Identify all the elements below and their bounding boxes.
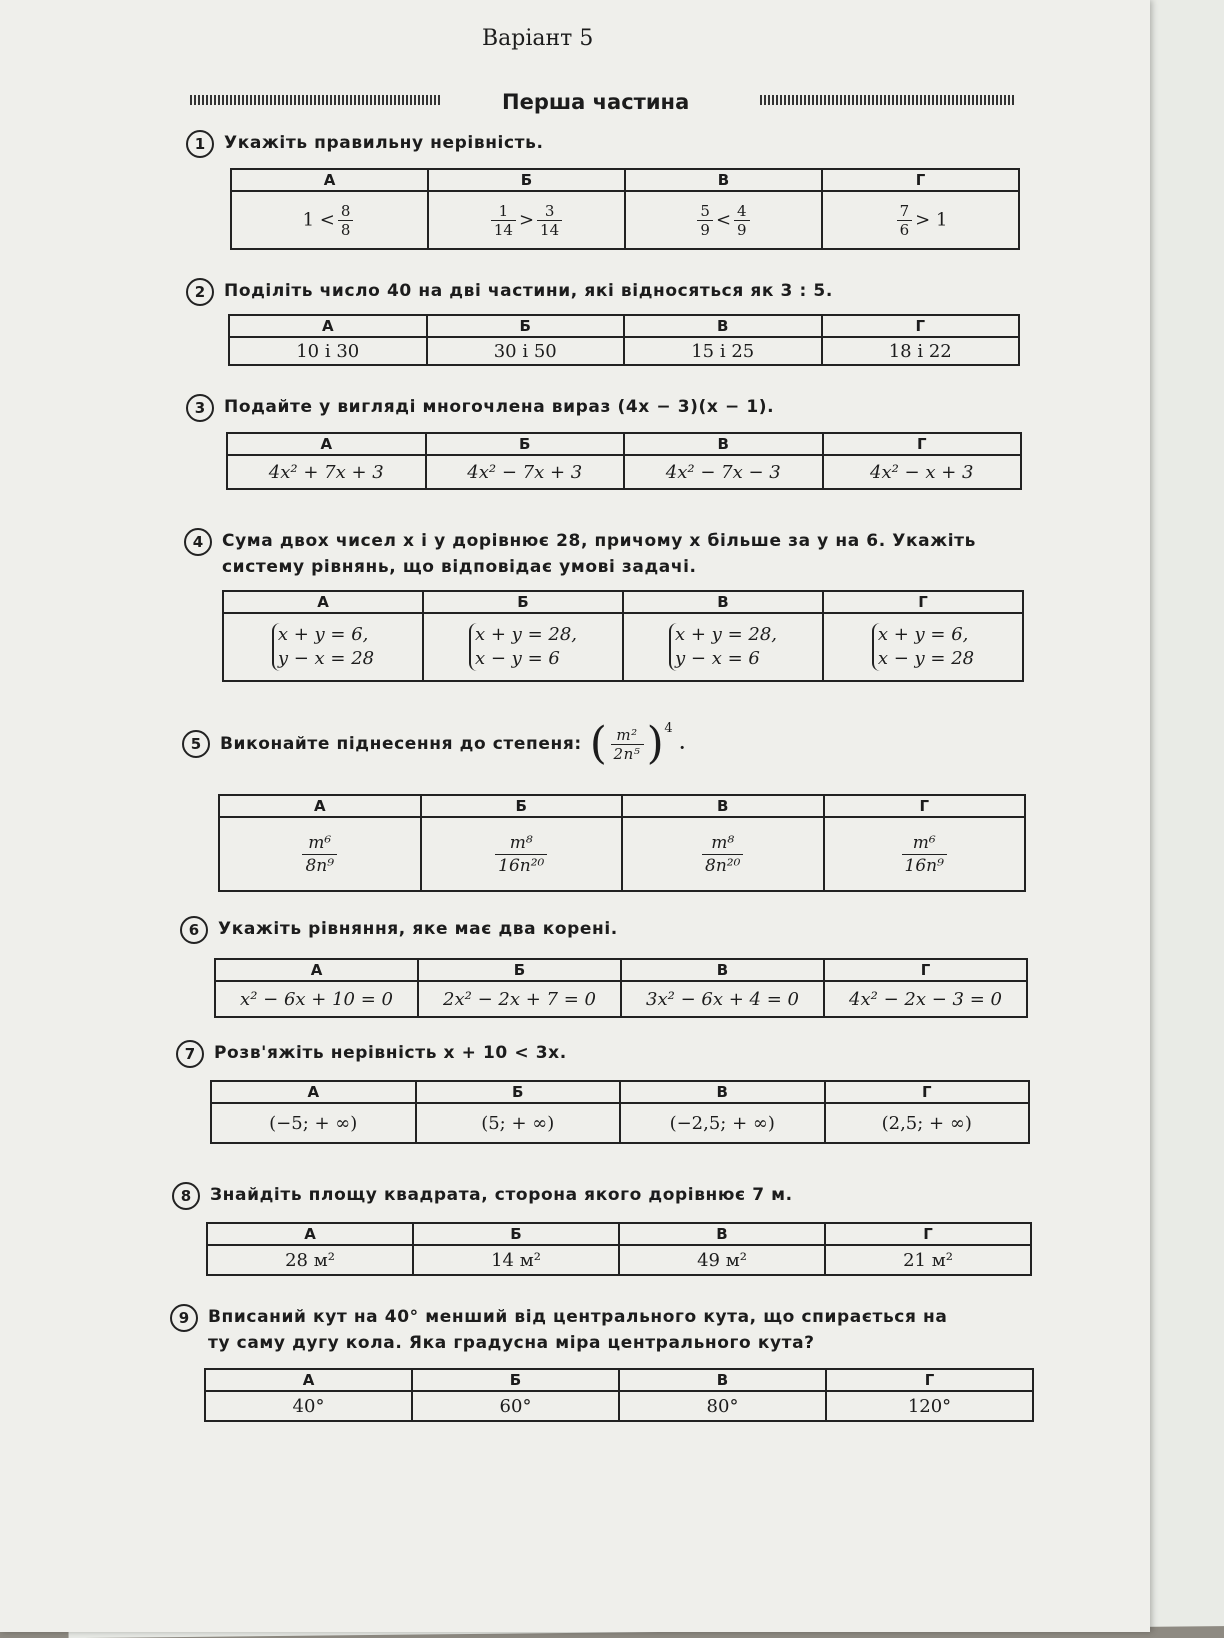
option-letter: Б — [412, 1369, 619, 1391]
question-8 — [172, 1182, 793, 1210]
question-6 — [180, 916, 618, 944]
option-letter: Г — [825, 1223, 1031, 1245]
divider-left — [190, 95, 440, 105]
option-letter: В — [622, 795, 824, 817]
question-7 — [176, 1040, 567, 1068]
question-number: 2 — [186, 278, 214, 306]
answer-option-a[interactable]: x² − 6x + 10 = 0 — [215, 981, 418, 1017]
option-letter: А — [219, 795, 421, 817]
answer-table-4 — [222, 590, 1024, 682]
question-text: Вписаний кут на 40° менший від центрального кута, що спирається на ту саму дугу кола. Яка градусна міра центрального кута? — [208, 1307, 948, 1353]
answer-option-a[interactable]: (−5; + ∞) — [211, 1103, 416, 1143]
option-letter: Г — [826, 1369, 1033, 1391]
question-number: 7 — [176, 1040, 204, 1068]
option-letter: А — [207, 1223, 413, 1245]
answer-option-g[interactable]: 18 і 22 — [822, 337, 1020, 365]
answer-option-g[interactable]: 21 м² — [825, 1245, 1031, 1275]
answer-option-b[interactable]: 60° — [412, 1391, 619, 1421]
option-letter: А — [205, 1369, 412, 1391]
answer-table-3 — [226, 432, 1022, 490]
question-number: 6 — [180, 916, 208, 944]
question-number: 9 — [170, 1304, 198, 1332]
option-letter: Б — [416, 1081, 621, 1103]
option-letter: А — [227, 433, 426, 455]
answer-table-1 — [230, 168, 1020, 250]
answer-option-v[interactable]: $\frac{\text{m⁸}}{\text{8n²⁰}}$ — [622, 817, 824, 891]
option-letter: В — [619, 1369, 826, 1391]
question-4 — [184, 528, 1034, 580]
answer-option-g[interactable]: 120° — [826, 1391, 1033, 1421]
question-text: Сума двох чисел x і y дорівнює 28, причому x більше за y на 6. Укажіть систему рівнянь, що відповідає умові задачі. — [222, 531, 976, 577]
answer-table-9 — [204, 1368, 1034, 1422]
answer-option-a[interactable]: 40° — [205, 1391, 412, 1421]
option-letter: В — [624, 315, 822, 337]
question-text: Знайдіть площу квадрата, сторона якого дорівнює 7 м. — [210, 1185, 793, 1205]
option-letter: А — [229, 315, 427, 337]
answer-option-b[interactable]: 2x² − 2x + 7 = 0 — [418, 981, 621, 1017]
question-text: Укажіть правильну нерівність. — [224, 133, 544, 153]
answer-option-b[interactable]: 30 і 50 — [427, 337, 625, 365]
option-letter: Г — [822, 169, 1019, 191]
option-letter: В — [619, 1223, 825, 1245]
answer-option-v[interactable]: 4x² − 7x − 3 — [624, 455, 823, 489]
question-3 — [186, 394, 774, 422]
answer-option-g[interactable]: 4x² − 2x − 3 = 0 — [824, 981, 1027, 1017]
option-letter: Г — [822, 315, 1020, 337]
answer-option-v[interactable]: $\frac{5}{9}$ < $\frac{4}{9}$ — [625, 191, 822, 249]
question-2 — [186, 278, 833, 306]
answer-table-5 — [218, 794, 1026, 892]
option-letter: Г — [823, 591, 1023, 613]
divider-right — [760, 95, 1015, 105]
question-1 — [186, 130, 544, 158]
answer-option-b[interactable]: $\frac{\text{m⁸}}{\text{16n²⁰}}$ — [421, 817, 623, 891]
answer-option-v[interactable]: 15 і 25 — [624, 337, 822, 365]
question-number: 5 — [182, 730, 210, 758]
answer-option-a[interactable]: 28 м² — [207, 1245, 413, 1275]
question-text: Розв'яжіть нерівність x + 10 < 3x. — [214, 1043, 567, 1063]
answer-option-v[interactable]: 49 м² — [619, 1245, 825, 1275]
answer-option-v[interactable]: (−2,5; + ∞) — [620, 1103, 825, 1143]
option-letter: Б — [428, 169, 625, 191]
option-letter: В — [620, 1081, 825, 1103]
answer-option-g[interactable]: $\frac{\text{m⁶}}{\text{16n⁹}}$ — [824, 817, 1026, 891]
answer-table-2 — [228, 314, 1020, 366]
option-letter: Б — [413, 1223, 619, 1245]
answer-option-b[interactable]: x + y = 28, x − y = 6 — [423, 613, 623, 681]
answer-option-a[interactable]: $\frac{\text{m⁶}}{\text{8n⁹}}$ — [219, 817, 421, 891]
question-number: 3 — [186, 394, 214, 422]
question-number: 1 — [186, 130, 214, 158]
answer-table-6 — [214, 958, 1028, 1018]
answer-option-a[interactable]: x + y = 6, y − x = 28 — [223, 613, 423, 681]
question-9 — [170, 1304, 1050, 1356]
question-text: Виконайте піднесення до степеня: — [220, 734, 582, 754]
option-letter: В — [624, 433, 823, 455]
question-number: 4 — [184, 528, 212, 556]
question-5 — [182, 718, 686, 769]
option-letter: Б — [427, 315, 625, 337]
question-text: Укажіть рівняння, яке має два корені. — [218, 919, 618, 939]
option-letter: В — [625, 169, 822, 191]
option-letter: В — [621, 959, 824, 981]
option-letter: Г — [824, 795, 1026, 817]
option-letter: Б — [421, 795, 623, 817]
option-letter: Г — [824, 959, 1027, 981]
answer-option-b[interactable]: (5; + ∞) — [416, 1103, 621, 1143]
answer-option-b[interactable]: $\frac{1}{14}$ > $\frac{3}{14}$ — [428, 191, 625, 249]
answer-option-g[interactable]: 4x² − x + 3 — [823, 455, 1022, 489]
answer-table-8 — [206, 1222, 1032, 1276]
option-letter: Б — [426, 433, 625, 455]
answer-option-g[interactable]: $\frac{7}{6}$ > 1 — [822, 191, 1019, 249]
power-expression: ( $\frac{\text{m²}}{\text{2n⁵}}$ ) $^4$ . — [589, 718, 686, 769]
option-letter: Г — [823, 433, 1022, 455]
answer-option-v[interactable]: 80° — [619, 1391, 826, 1421]
option-letter: А — [231, 169, 428, 191]
answer-option-v[interactable]: x + y = 28, y − x = 6 — [623, 613, 823, 681]
option-letter: А — [223, 591, 423, 613]
option-letter: Б — [418, 959, 621, 981]
option-letter: А — [215, 959, 418, 981]
question-text: Поділіть число 40 на дві частини, які відносяться як 3 : 5. — [224, 281, 833, 301]
answer-table-7 — [210, 1080, 1030, 1144]
question-number: 8 — [172, 1182, 200, 1210]
option-letter: В — [623, 591, 823, 613]
option-letter: А — [211, 1081, 416, 1103]
answer-option-b[interactable]: 14 м² — [413, 1245, 619, 1275]
option-letter: Г — [825, 1081, 1030, 1103]
option-letter: Б — [423, 591, 623, 613]
answer-option-b[interactable]: 4x² − 7x + 3 — [426, 455, 625, 489]
variant-title: Варіант 5 — [482, 26, 594, 51]
answer-option-g[interactable]: (2,5; + ∞) — [825, 1103, 1030, 1143]
answer-option-a[interactable]: 10 і 30 — [229, 337, 427, 365]
part-title: Перша частина — [502, 90, 690, 114]
answer-option-a[interactable]: 4x² + 7x + 3 — [227, 455, 426, 489]
question-text: Подайте у вигляді многочлена вираз (4x − 3)(x − 1). — [224, 397, 775, 417]
answer-option-a[interactable]: 1 < $\frac{8}{8}$ — [231, 191, 428, 249]
answer-option-g[interactable]: x + y = 6, x − y = 28 — [823, 613, 1023, 681]
answer-option-v[interactable]: 3x² − 6x + 4 = 0 — [621, 981, 824, 1017]
